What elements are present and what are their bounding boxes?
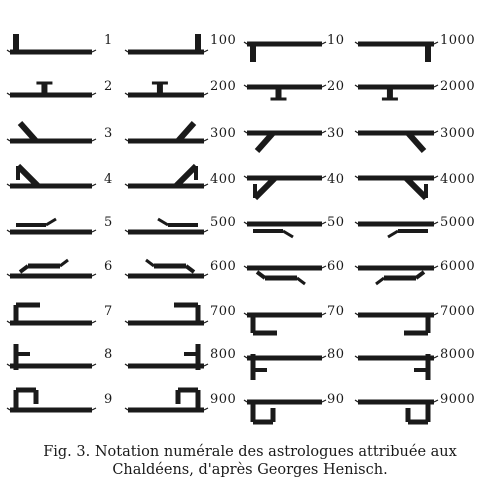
label-thousand-9: 9000 xyxy=(440,392,476,407)
figure-caption-line-2: Chaldéens, d'après Georges Henisch. xyxy=(112,462,388,478)
numeral-glyph-thousand-4 xyxy=(355,176,438,198)
numeral-glyph-hundred-5 xyxy=(125,219,208,232)
numeral-glyph-thousand-6 xyxy=(355,266,438,284)
numeral-glyph-hundred-8 xyxy=(125,344,208,370)
label-ten-2: 20 xyxy=(327,79,345,94)
label-hundred-6: 600 xyxy=(210,259,237,274)
label-hundred-8: 800 xyxy=(210,347,237,362)
label-unit-5: 5 xyxy=(104,215,113,230)
label-thousand-1: 1000 xyxy=(440,33,476,48)
label-thousand-2: 2000 xyxy=(440,79,476,94)
numeral-glyph-ten-7 xyxy=(244,313,326,333)
numeral-glyph-thousand-1 xyxy=(355,42,438,62)
label-ten-3: 30 xyxy=(327,126,345,141)
label-hundred-2: 200 xyxy=(210,79,237,94)
label-thousand-6: 6000 xyxy=(440,259,476,274)
label-hundred-9: 900 xyxy=(210,392,237,407)
numeral-glyph-unit-4 xyxy=(7,166,96,186)
numeral-glyph-unit-9 xyxy=(7,390,96,410)
numeral-glyph-ten-3 xyxy=(244,131,326,151)
label-thousand-3: 3000 xyxy=(440,126,476,141)
numeral-glyph-thousand-9 xyxy=(355,400,438,422)
numeral-glyph-thousand-7 xyxy=(355,313,438,333)
label-thousand-8: 8000 xyxy=(440,347,476,362)
label-hundred-3: 300 xyxy=(210,126,237,141)
label-ten-4: 40 xyxy=(327,172,345,187)
numeral-glyph-ten-6 xyxy=(244,266,326,284)
label-hundred-7: 700 xyxy=(210,304,237,319)
figure-caption-line-1: Fig. 3. Notation numérale des astrologues attribuée aux xyxy=(43,444,457,460)
numeral-glyph-hundred-1 xyxy=(125,34,208,52)
numeral-glyph-ten-8 xyxy=(244,354,326,380)
label-unit-3: 3 xyxy=(104,126,113,141)
numeral-glyph-unit-8 xyxy=(7,344,96,370)
label-hundred-1: 100 xyxy=(210,33,237,48)
numeral-glyph-hundred-6 xyxy=(125,260,208,276)
label-hundred-4: 400 xyxy=(210,172,237,187)
label-hundred-5: 500 xyxy=(210,215,237,230)
label-thousand-4: 4000 xyxy=(440,172,476,187)
numeral-glyph-ten-1 xyxy=(244,42,326,62)
label-ten-5: 50 xyxy=(327,215,345,230)
label-ten-1: 10 xyxy=(327,33,345,48)
label-thousand-5: 5000 xyxy=(440,215,476,230)
numeral-glyph-hundred-4 xyxy=(125,166,208,186)
numeral-glyph-unit-3 xyxy=(7,123,96,141)
numeral-glyph-ten-9 xyxy=(244,400,326,422)
numeral-glyph-hundred-7 xyxy=(125,305,208,323)
numeral-glyph-thousand-2 xyxy=(355,85,438,99)
label-ten-7: 70 xyxy=(327,304,345,319)
label-unit-2: 2 xyxy=(104,79,113,94)
label-ten-8: 80 xyxy=(327,347,345,362)
numeral-glyph-hundred-3 xyxy=(125,123,208,141)
numeral-glyph-unit-1 xyxy=(7,34,96,52)
label-unit-4: 4 xyxy=(104,172,113,187)
numeral-glyph-unit-6 xyxy=(7,260,96,276)
label-ten-9: 90 xyxy=(327,392,345,407)
label-unit-9: 9 xyxy=(104,392,113,407)
numeral-glyph-thousand-8 xyxy=(355,354,438,380)
numeral-glyph-unit-2 xyxy=(7,83,96,95)
numeral-glyph-ten-4 xyxy=(244,176,326,198)
numeral-glyph-ten-2 xyxy=(244,85,326,99)
numeral-glyph-thousand-3 xyxy=(355,131,438,151)
label-unit-1: 1 xyxy=(104,33,113,48)
numeral-glyph-unit-7 xyxy=(7,305,96,323)
label-unit-8: 8 xyxy=(104,347,113,362)
numeral-glyph-hundred-2 xyxy=(125,83,208,95)
numeral-glyph-hundred-9 xyxy=(125,390,208,410)
label-unit-7: 7 xyxy=(104,304,113,319)
numeral-glyph-unit-5 xyxy=(7,219,96,232)
label-ten-6: 60 xyxy=(327,259,345,274)
label-unit-6: 6 xyxy=(104,259,113,274)
label-thousand-7: 7000 xyxy=(440,304,476,319)
numeral-glyph-ten-5 xyxy=(244,222,326,237)
numeral-glyph-thousand-5 xyxy=(355,222,438,237)
